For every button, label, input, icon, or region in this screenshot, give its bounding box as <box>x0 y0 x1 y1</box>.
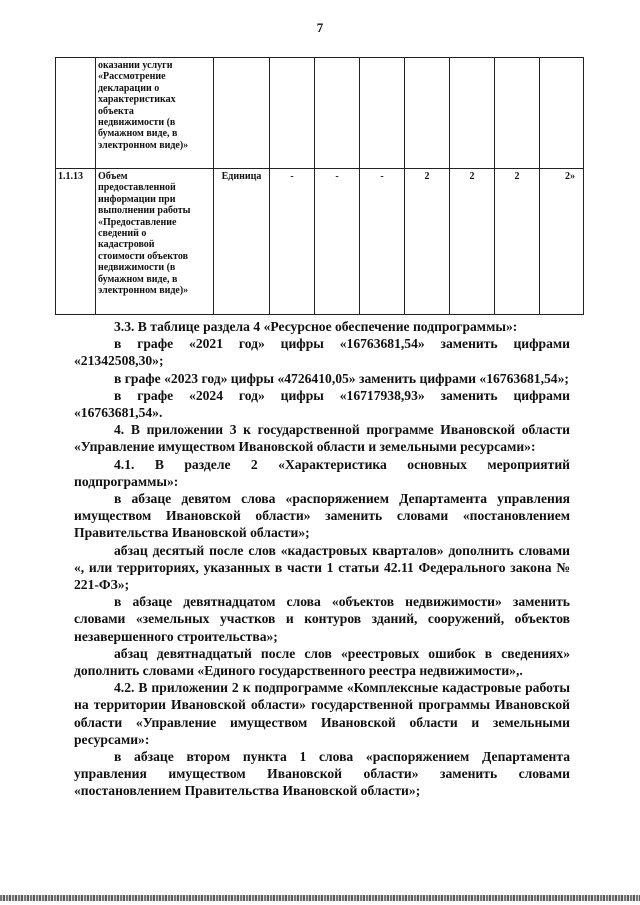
paragraph: в графе «2023 год» цифры «4726410,05» заменить цифрами «16763681,54»; <box>114 370 569 386</box>
value-cell: - <box>315 169 360 315</box>
value-cell: - <box>360 169 405 315</box>
value-cell <box>540 58 584 169</box>
paragraph: 4.1. В разделе 2 «Характеристика основных мероприятий подпрограммы»: <box>74 456 570 489</box>
indicator-name-cell: оказании услуги «Рассмотрение декларации о характеристиках объекта недвижимости (в бумажном виде, в электронном виде)» <box>96 58 214 169</box>
unit-cell: Единица <box>214 169 270 315</box>
paragraph: в графе «2024 год» цифры «16717938,93» заменить цифрами «16763681,54». <box>74 387 570 421</box>
paragraph: 3.3. В таблице раздела 4 «Ресурсное обеспечение подпрограммы»: <box>114 319 518 334</box>
value-cell: 2 <box>495 169 540 315</box>
row-number-cell: 1.1.13 <box>56 169 96 315</box>
paragraph: 4.2. В приложении 2 к подпрограмме «Комплексные кадастровые работы на территории Ивановской области» государственной программы Ивановской области «Управление имуществом Ивановской области и земельными ресурсами»: <box>74 680 570 747</box>
scan-edge-divider <box>0 895 640 901</box>
paragraph: в абзаце втором пункта 1 слова «распоряжением Департамента управления имуществом Ивановской области» заменить словами «постановлением Правительства Ивановской области»; <box>74 749 570 799</box>
unit-cell <box>214 58 270 169</box>
value-cell <box>495 58 540 169</box>
row-number-cell <box>56 58 96 169</box>
indicator-table <box>55 57 584 315</box>
document-body <box>74 318 570 800</box>
value-cell <box>405 58 450 169</box>
paragraph: в абзаце девятнадцатом слова «объектов недвижимости» заменить словами «земельных участков и контуров зданий, сооружений, объектов незавершенного строительства»; <box>74 594 570 644</box>
paragraph: в абзаце девятом слова «распоряжением Департамента управления имуществом Ивановской области» заменить словами «постановлением Правительства Ивановской области»; <box>74 491 570 541</box>
value-cell <box>270 58 315 169</box>
paragraph: абзац десятый после слов «кадастровых кварталов» дополнить словами «, или территориях, указанных в части 1 статьи 42.11 Федерального закона № 221-ФЗ»; <box>74 542 570 593</box>
value-cell: - <box>270 169 315 315</box>
value-cell: 2 <box>450 169 495 315</box>
value-cell: 2» <box>540 169 584 315</box>
paragraph: в графе «2021 год» цифры «16763681,54» заменить цифрами «21342508,30»; <box>74 336 570 369</box>
paragraph: 4. В приложении 3 к государственной программе Ивановской области «Управление имуществом Ивановской области и земельными ресурсами»: <box>74 422 570 455</box>
indicator-name-cell: Объем предоставленной информации при выполнении работы «Предоставление сведений о кадастровой стоимости объектов недвижимости (в бумажном виде, в электронном виде)» <box>96 169 214 315</box>
value-cell <box>360 58 405 169</box>
paragraph: абзац девятнадцатый после слов «реестровых ошибок в сведениях» дополнить словами «Единого государственного реестра недвижимости»,. <box>74 645 570 679</box>
value-cell: 2 <box>405 169 450 315</box>
table-row <box>56 169 584 315</box>
table-row <box>56 58 584 169</box>
value-cell <box>450 58 495 169</box>
value-cell <box>315 58 360 169</box>
page-number: 7 <box>316 20 324 35</box>
